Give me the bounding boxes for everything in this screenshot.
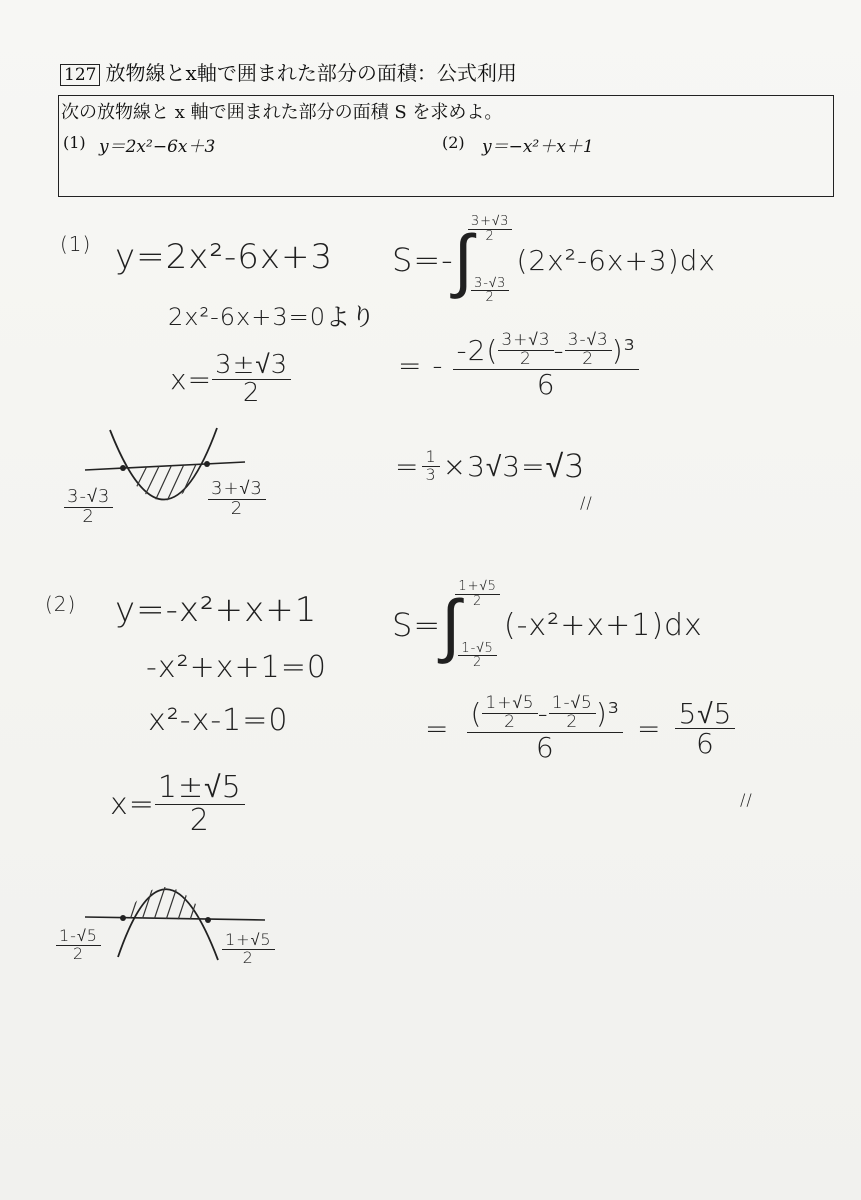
a1-step2-prefix: = - [398, 349, 444, 383]
a1-root-right-den: 2 [230, 497, 244, 519]
a1-step2-fraction [453, 332, 638, 399]
a2-root-left-label [56, 928, 101, 963]
a2-s-lhs: S= [392, 606, 442, 644]
a1-step3-frac-num: 1 [422, 449, 439, 467]
a1-lower-num: 3-√3 [471, 277, 509, 292]
problem-number: 127 [60, 64, 100, 86]
a2-step2-eq: = [637, 712, 662, 746]
a1-x-fraction [212, 352, 291, 408]
a2-lower-limit [455, 642, 500, 670]
problem-box [58, 95, 834, 197]
a2-root-point-right [205, 917, 211, 923]
a2-equation-zero2: x²-x-1=0 [148, 703, 289, 738]
a1-step2-numerator [453, 332, 638, 370]
a2-step2-fraction [467, 695, 623, 762]
a2-upper-num: 1+√5 [455, 580, 500, 595]
a1-equation: y=2x²-6x+3 [115, 237, 334, 277]
a2-root-point-left [120, 915, 126, 921]
q2-label: (2) [442, 133, 465, 152]
a2-step2-close: )³ [595, 696, 620, 730]
a2-upper-den: 2 [472, 593, 483, 609]
q1-label: (1) [63, 133, 86, 152]
a2-x-lhs: x= [110, 786, 155, 822]
header [60, 57, 517, 86]
a1-integral-sign: ∫ [453, 219, 474, 301]
a1-step2-a-den: 2 [520, 348, 532, 369]
a1-step2-close: )³ [611, 333, 636, 367]
a2-root-right-den: 2 [242, 947, 254, 967]
a1-limits [468, 215, 513, 305]
a1-equation-zero: 2x²-6x+3=0より [168, 303, 376, 331]
a2-x-axis [85, 917, 265, 920]
a2-shaded-area [130, 875, 205, 920]
a1-x-lhs: x= [170, 363, 213, 397]
a1-root-left-num: 3-√3 [64, 488, 113, 508]
a1-s-lhs: S=- [392, 241, 454, 279]
a1-root-point-left [120, 465, 126, 471]
a2-step2-a-den: 2 [504, 711, 516, 732]
a1-step3-rest: ×3√3= [442, 449, 546, 483]
a1-step2-b [565, 332, 612, 369]
problem-statement: 次の放物線と x 軸で囲まれた部分の面積 S を求めよ。 [61, 102, 503, 123]
a1-x-denominator: 2 [242, 378, 261, 409]
a2-step2-b-den: 2 [566, 711, 579, 732]
a1-upper-limit [468, 215, 513, 243]
a2-upper-limit [455, 580, 500, 608]
a1-label: (1) [60, 232, 92, 256]
a2-step2-b-num: 1-√5 [549, 695, 596, 714]
q2-equation: y＝−x²＋x＋1 [482, 137, 594, 157]
a2-equation-zero: -x²+x+1=0 [146, 650, 327, 685]
a2-equation: y=-x²+x+1 [115, 590, 318, 630]
a2-end-mark: // [740, 790, 753, 809]
a1-root-right-num: 3+√3 [208, 480, 266, 500]
a1-root-right-label [208, 480, 266, 519]
a2-integrand: (-x²+x+1)dx [503, 607, 703, 643]
a2-x-numerator: 1±√5 [155, 772, 245, 805]
a2-limits [455, 580, 500, 670]
a2-integral [392, 580, 703, 670]
a2-step2-a-num: 1+√5 [482, 695, 537, 714]
a2-step2-a [482, 695, 537, 732]
a1-root-point-right [204, 461, 210, 467]
a2-root-left-den: 2 [72, 943, 85, 963]
a2-result-num: 5√5 [675, 699, 735, 729]
a1-root-right-frac [208, 480, 266, 519]
a1-x-axis [85, 462, 245, 470]
a2-step2-prefix: = [425, 712, 450, 746]
a2-parabola-curve [118, 889, 218, 960]
a2-x-fraction [155, 772, 245, 836]
a2-result [675, 696, 735, 761]
a1-root-left-frac [64, 488, 113, 527]
a2-lower-num: 1-√5 [458, 642, 496, 657]
a1-root-left-label [64, 488, 113, 527]
a1-root-left-den: 2 [82, 505, 95, 527]
a1-upper-den: 2 [485, 228, 495, 244]
a2-root-right-label [222, 932, 275, 967]
a2-root-right-frac [222, 932, 275, 967]
page-title: 放物線とx軸で囲まれた部分の面積：公式利用 [105, 61, 517, 85]
a2-root-right-num: 1+√5 [222, 932, 275, 950]
a2-step2 [425, 695, 735, 762]
a1-roots [170, 352, 291, 408]
a1-step3 [395, 447, 586, 485]
a1-step2 [398, 332, 639, 399]
a2-integral-sign: ∫ [441, 584, 462, 666]
a1-x-numerator: 3±√3 [212, 352, 291, 380]
a1-step3-frac [422, 446, 439, 484]
a2-x-denominator: 2 [189, 802, 210, 838]
a2-step2-b [549, 695, 596, 732]
a2-roots [110, 772, 245, 836]
a2-root-left-frac [56, 928, 101, 963]
a1-step2-b-den: 2 [582, 348, 595, 369]
a2-step2-minus: - [537, 696, 549, 730]
a1-step2-minus: - [553, 333, 565, 367]
a1-step2-denominator: 6 [536, 367, 556, 401]
a1-integral [392, 215, 716, 305]
a1-integrand: (2x²-6x+3)dx [516, 243, 717, 277]
a1-step2-coef: -2( [456, 333, 499, 367]
a1-step2-b-num: 3-√3 [565, 332, 612, 351]
a2-lower-den: 2 [472, 655, 483, 671]
a1-lower-limit [468, 277, 513, 305]
a1-answer: √3 [545, 447, 586, 485]
a2-step2-open: ( [470, 696, 483, 730]
a2-step2-denominator: 6 [535, 730, 555, 764]
a1-step3-prefix: = [395, 449, 420, 483]
a1-end-mark: // [580, 493, 593, 512]
a2-root-left-num: 1-√5 [56, 928, 101, 946]
a1-step2-a-num: 3+√3 [498, 332, 553, 351]
a1-parabola-curve [110, 428, 217, 500]
a2-step2-numerator [467, 695, 623, 733]
a1-upper-num: 3+√3 [468, 215, 513, 230]
a1-step2-a [498, 332, 553, 369]
a2-label: (2) [45, 592, 77, 616]
a2-result-den: 6 [696, 727, 715, 761]
a1-step3-frac-den: 3 [425, 464, 437, 484]
a1-lower-den: 2 [485, 290, 495, 306]
q1-equation: y＝2x²−6x＋3 [99, 137, 216, 157]
